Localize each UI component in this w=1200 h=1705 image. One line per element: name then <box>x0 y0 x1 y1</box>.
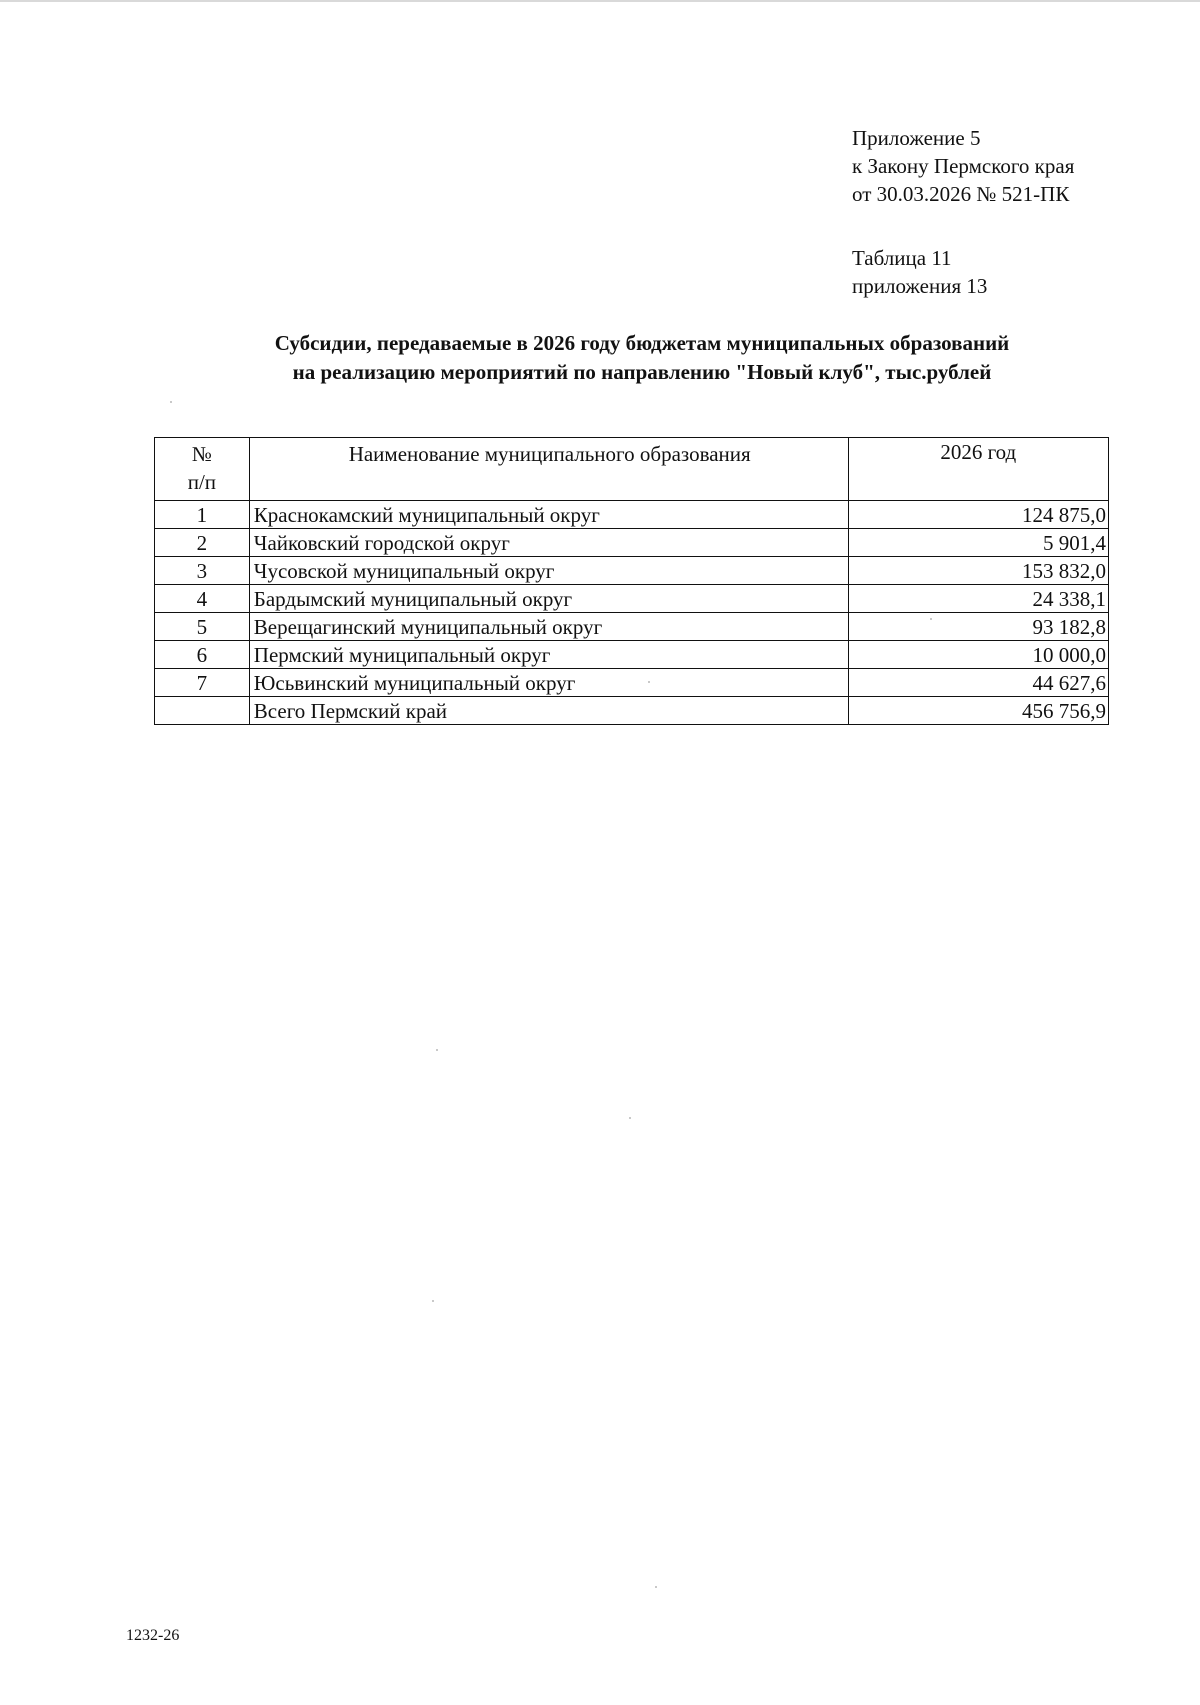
table-ref-line-2: приложения 13 <box>852 274 988 298</box>
table-ref-line-1: Таблица 11 <box>852 246 952 270</box>
row-name: Юсьвинский муниципальный округ <box>249 669 848 697</box>
scan-top-edge <box>0 0 1200 2</box>
row-num: 5 <box>155 613 250 641</box>
annex-line-2: к Закону Пермского края <box>852 154 1075 178</box>
row-name: Чусовской муниципальный округ <box>249 557 848 585</box>
scan-speck <box>436 1049 438 1051</box>
header-num-symbol: № <box>191 442 212 466</box>
annex-line-3: от 30.03.2026 № 521-ПК <box>852 182 1070 206</box>
header-year: 2026 год <box>848 438 1108 501</box>
title-line-2: на реализацию мероприятий по направлению "Новый клуб", тыс.рублей <box>292 360 992 384</box>
row-value: 124 875,0 <box>848 501 1108 529</box>
row-value: 5 901,4 <box>848 529 1108 557</box>
table-row <box>155 641 1109 669</box>
scan-speck <box>432 1300 434 1302</box>
row-num: 7 <box>155 669 250 697</box>
annex-reference <box>852 124 1074 208</box>
row-num: 4 <box>155 585 250 613</box>
document-code: 1232-26 <box>126 1627 180 1644</box>
header-num <box>155 438 250 501</box>
table-total-row <box>155 697 1109 725</box>
table-reference <box>852 244 987 300</box>
table-row <box>155 669 1109 697</box>
table-row <box>155 501 1109 529</box>
row-name: Краснокамский муниципальный округ <box>249 501 848 529</box>
subsidies-table <box>154 437 1109 725</box>
total-value: 456 756,9 <box>848 697 1108 725</box>
row-name: Верещагинский муниципальный округ <box>249 613 848 641</box>
table-row <box>155 557 1109 585</box>
total-name: Всего Пермский край <box>249 697 848 725</box>
annex-line-1: Приложение 5 <box>852 126 981 150</box>
row-value: 93 182,8 <box>848 613 1108 641</box>
table-row <box>155 613 1109 641</box>
header-num-abbr: п/п <box>187 470 217 494</box>
row-value: 24 338,1 <box>848 585 1108 613</box>
scan-speck <box>648 681 650 683</box>
row-num: 3 <box>155 557 250 585</box>
scan-speck <box>629 1117 631 1119</box>
header-name: Наименование муниципального образования <box>249 438 848 501</box>
row-value: 44 627,6 <box>848 669 1108 697</box>
row-value: 10 000,0 <box>848 641 1108 669</box>
row-num: 6 <box>155 641 250 669</box>
title-line-1: Субсидии, передаваемые в 2026 году бюджетам муниципальных образований <box>274 331 1010 355</box>
row-name: Бардымский муниципальный округ <box>249 585 848 613</box>
total-num <box>155 697 250 725</box>
scan-speck <box>930 618 932 620</box>
table-header-row <box>155 438 1109 501</box>
row-num: 2 <box>155 529 250 557</box>
document-title <box>0 329 1200 387</box>
scan-speck <box>655 1586 657 1588</box>
row-name: Чайковский городской округ <box>249 529 848 557</box>
row-name: Пермский муниципальный округ <box>249 641 848 669</box>
table-row <box>155 529 1109 557</box>
table-row <box>155 585 1109 613</box>
scan-speck <box>170 401 172 403</box>
row-num: 1 <box>155 501 250 529</box>
row-value: 153 832,0 <box>848 557 1108 585</box>
